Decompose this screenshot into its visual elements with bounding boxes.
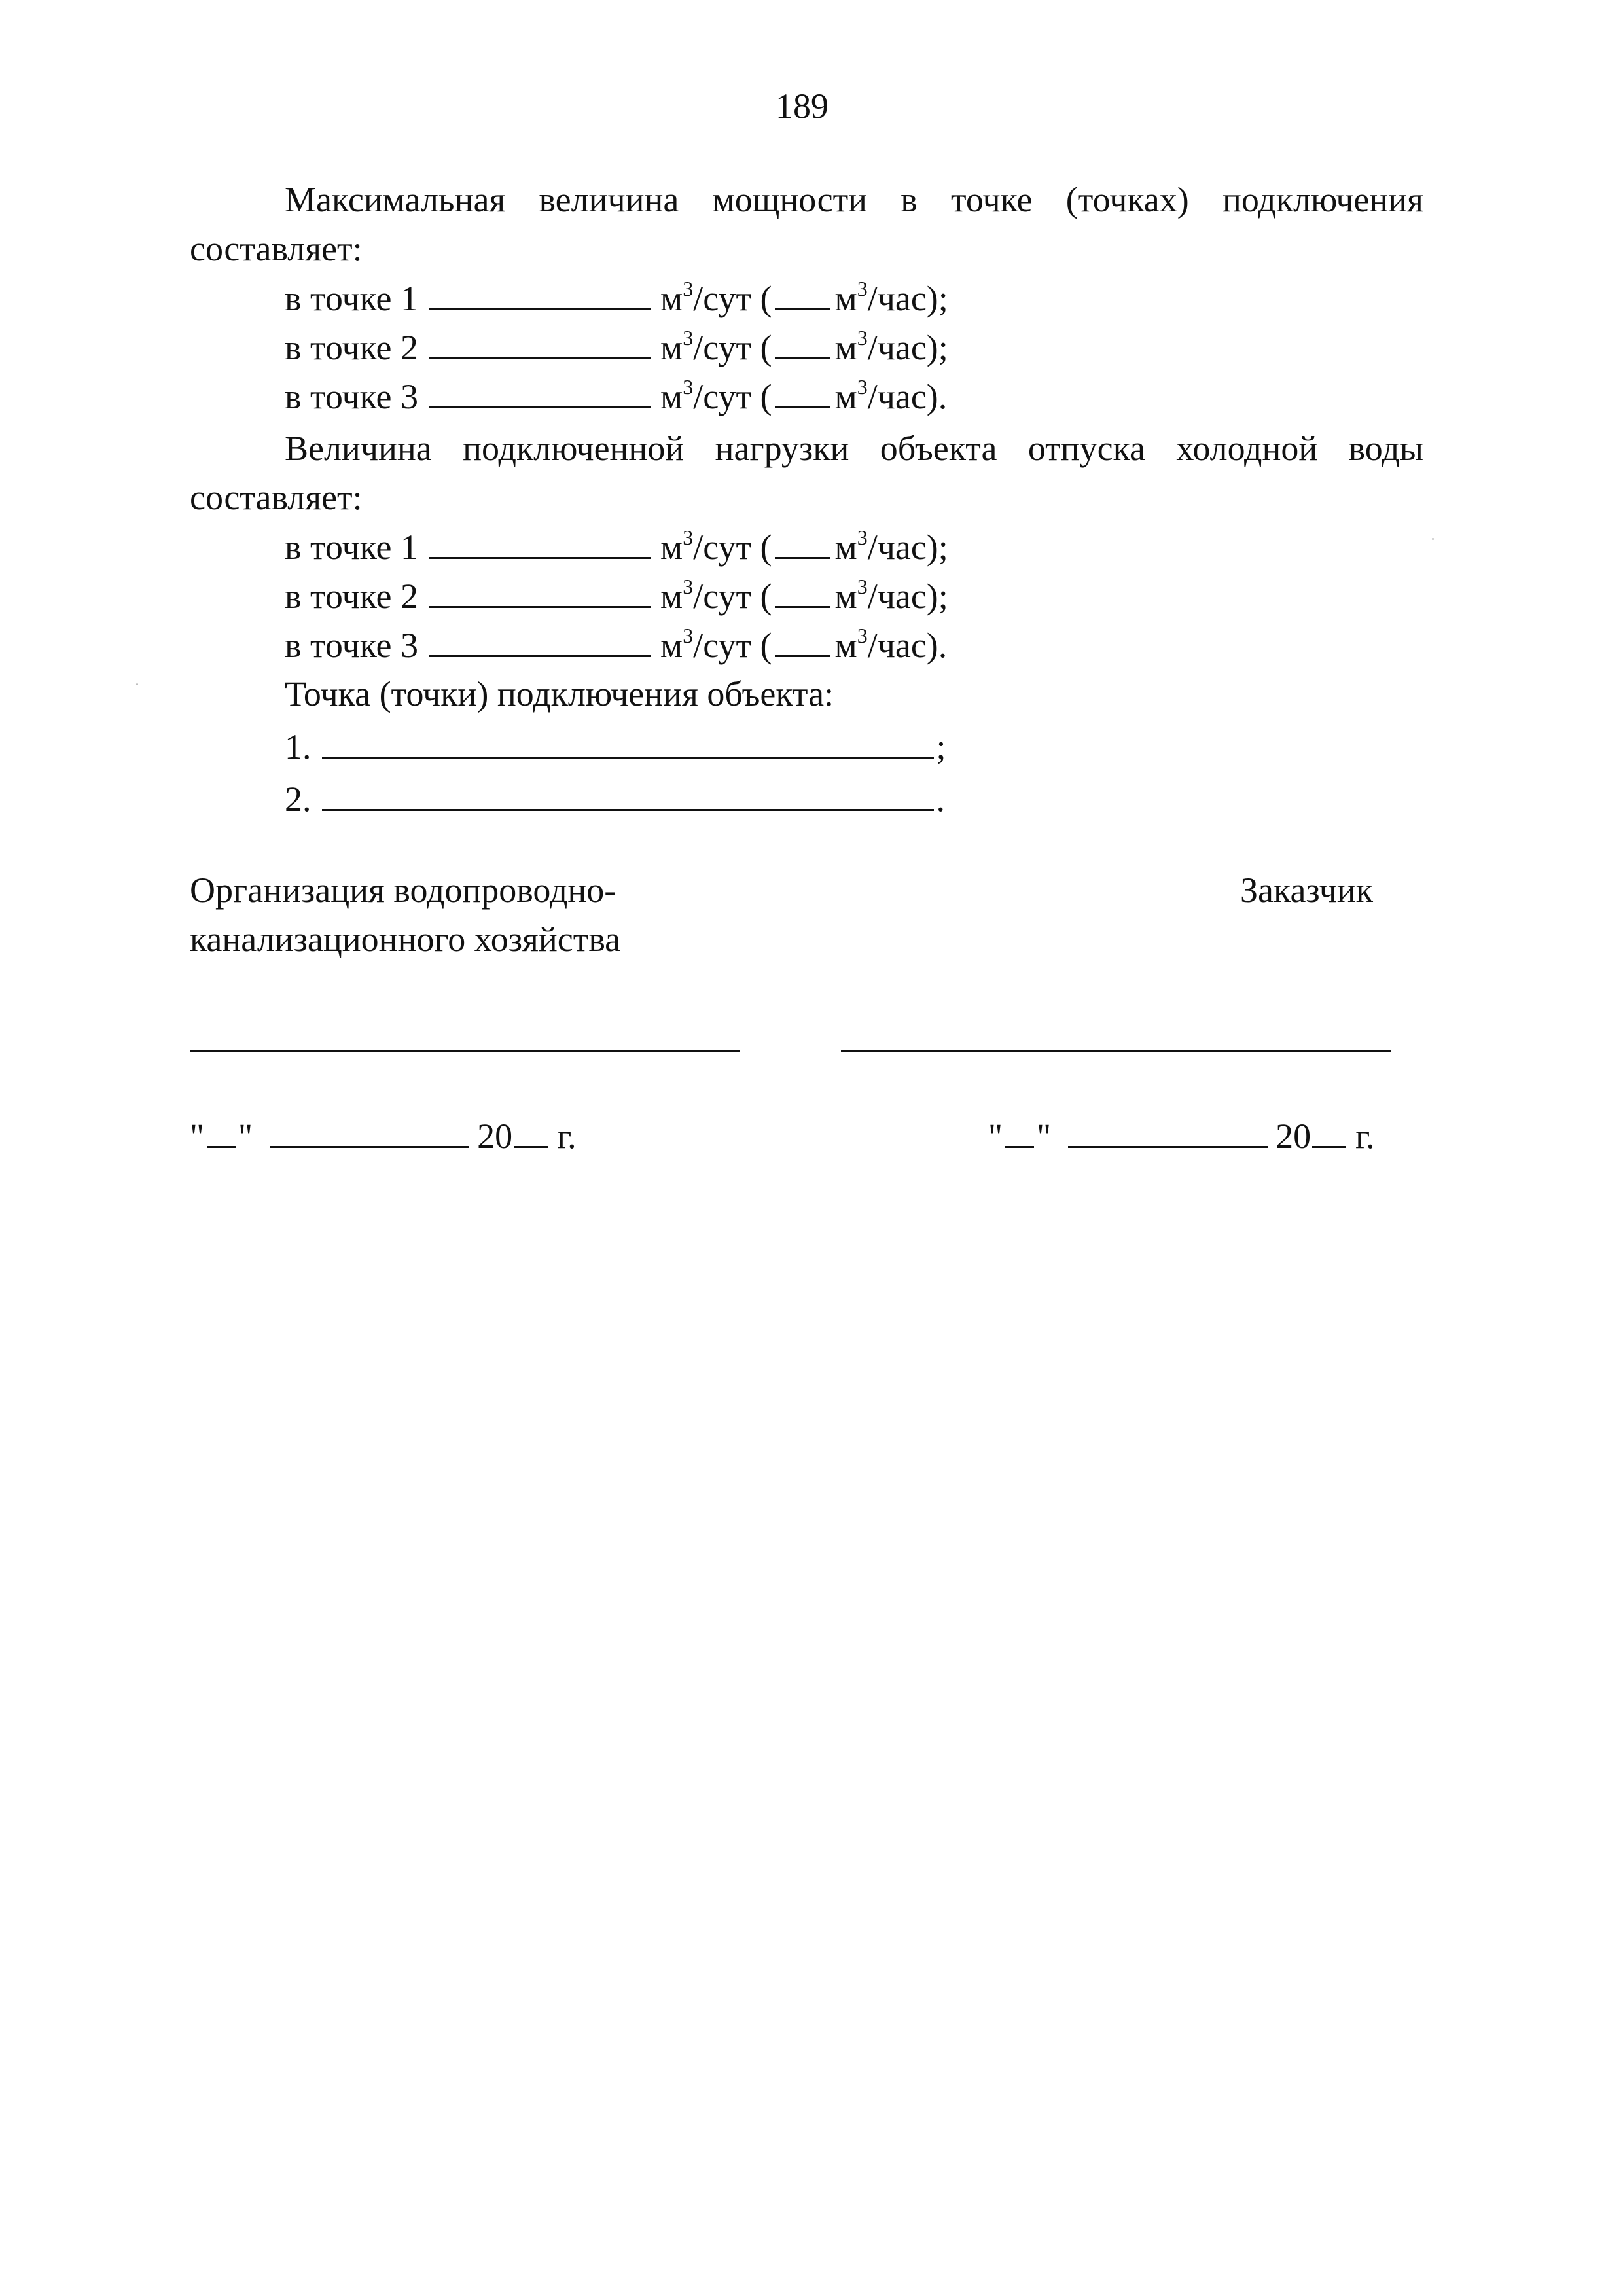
close-quote: ": [1037, 1117, 1052, 1156]
unit-suffix: /сут (: [693, 626, 772, 665]
value-per-hour-blank: [775, 278, 830, 310]
customer-signature-line: [841, 1050, 1391, 1052]
year-suffix: г.: [1355, 1117, 1375, 1156]
value-per-hour-blank: [775, 327, 830, 359]
unit: м: [834, 626, 857, 665]
exponent: 3: [683, 326, 694, 350]
year-suffix: г.: [557, 1117, 577, 1156]
point-label: в точке 3: [285, 377, 419, 416]
load-intro: Величина подключенной нагрузки объекта отпуска холодной воды: [285, 429, 1423, 468]
connection-point-blank: [322, 779, 934, 811]
value-per-hour-blank: [775, 625, 830, 657]
capacity-point-2-row: [285, 327, 948, 367]
unit: м: [834, 528, 857, 567]
capacity-continuation: составляет:: [190, 229, 363, 268]
load-continuation: составляет:: [190, 478, 363, 517]
value-per-day-blank: [429, 576, 651, 608]
page-number: 189: [776, 86, 829, 126]
value-per-hour-blank: [775, 576, 830, 608]
day-blank: [1005, 1116, 1034, 1148]
unit: м: [660, 377, 683, 416]
capacity-point-3-row: [285, 376, 947, 416]
org-label-line1: Организация водопроводно-: [190, 870, 616, 910]
unit-suffix: /час).: [867, 626, 948, 665]
year-prefix: 20: [477, 1117, 513, 1156]
unit-suffix: /сут (: [693, 328, 772, 367]
month-blank: [270, 1116, 469, 1148]
value-per-day-blank: [429, 527, 651, 559]
exponent: 3: [857, 526, 868, 549]
unit-suffix: /сут (: [693, 377, 772, 416]
load-point-3-row: [285, 625, 947, 665]
unit: м: [834, 328, 857, 367]
point-label: в точке 3: [285, 626, 419, 665]
unit: м: [834, 577, 857, 616]
scan-speck: [1432, 538, 1434, 540]
item-end: ;: [936, 727, 946, 766]
year-blank: [1312, 1116, 1346, 1148]
point-label: в точке 2: [285, 328, 419, 367]
unit-suffix: /час);: [867, 577, 948, 616]
unit-suffix: /сут (: [693, 577, 772, 616]
connection-points-heading: Точка (точки) подключения объекта:: [285, 674, 834, 713]
exponent: 3: [683, 624, 694, 647]
open-quote: ": [190, 1117, 205, 1156]
customer-label: Заказчик: [1240, 870, 1373, 910]
value-per-day-blank: [429, 327, 651, 359]
exponent: 3: [857, 277, 868, 300]
exponent: 3: [857, 624, 868, 647]
org-date: [190, 1116, 577, 1156]
close-quote: ": [238, 1117, 253, 1156]
unit: м: [834, 279, 857, 318]
customer-date: [988, 1116, 1375, 1156]
unit: м: [660, 279, 683, 318]
item-end: .: [936, 780, 945, 819]
unit-suffix: /сут (: [693, 528, 772, 567]
unit-suffix: /час).: [867, 377, 948, 416]
unit-suffix: /час);: [867, 328, 948, 367]
value-per-day-blank: [429, 376, 651, 408]
unit: м: [660, 328, 683, 367]
exponent: 3: [683, 375, 694, 399]
load-point-1-row: [285, 527, 948, 567]
unit: м: [660, 528, 683, 567]
unit: м: [660, 577, 683, 616]
exponent: 3: [683, 575, 694, 598]
unit-suffix: /сут (: [693, 279, 772, 318]
org-signature-line: [190, 1050, 740, 1052]
exponent: 3: [683, 526, 694, 549]
exponent: 3: [857, 575, 868, 598]
capacity-intro: Максимальная величина мощности в точке (точках) подключения: [285, 180, 1423, 219]
connection-point-blank: [322, 726, 934, 759]
load-point-2-row: [285, 576, 948, 616]
exponent: 3: [857, 326, 868, 350]
connection-point-1-row: [285, 726, 946, 766]
unit-suffix: /час);: [867, 528, 948, 567]
point-label: в точке 1: [285, 528, 419, 567]
capacity-point-1-row: [285, 278, 948, 318]
year-prefix: 20: [1275, 1117, 1311, 1156]
value-per-hour-blank: [775, 527, 830, 559]
value-per-day-blank: [429, 278, 651, 310]
unit: м: [834, 377, 857, 416]
day-blank: [207, 1116, 236, 1148]
unit: м: [660, 626, 683, 665]
item-number: 1.: [285, 727, 312, 766]
item-number: 2.: [285, 780, 312, 819]
year-blank: [514, 1116, 548, 1148]
scan-speck: [136, 683, 138, 685]
exponent: 3: [683, 277, 694, 300]
point-label: в точке 1: [285, 279, 419, 318]
month-blank: [1068, 1116, 1268, 1148]
unit-suffix: /час);: [867, 279, 948, 318]
open-quote: ": [988, 1117, 1003, 1156]
exponent: 3: [857, 375, 868, 399]
org-label-line2: канализационного хозяйства: [190, 920, 621, 959]
value-per-hour-blank: [775, 376, 830, 408]
point-label: в точке 2: [285, 577, 419, 616]
connection-point-2-row: [285, 779, 945, 819]
value-per-day-blank: [429, 625, 651, 657]
